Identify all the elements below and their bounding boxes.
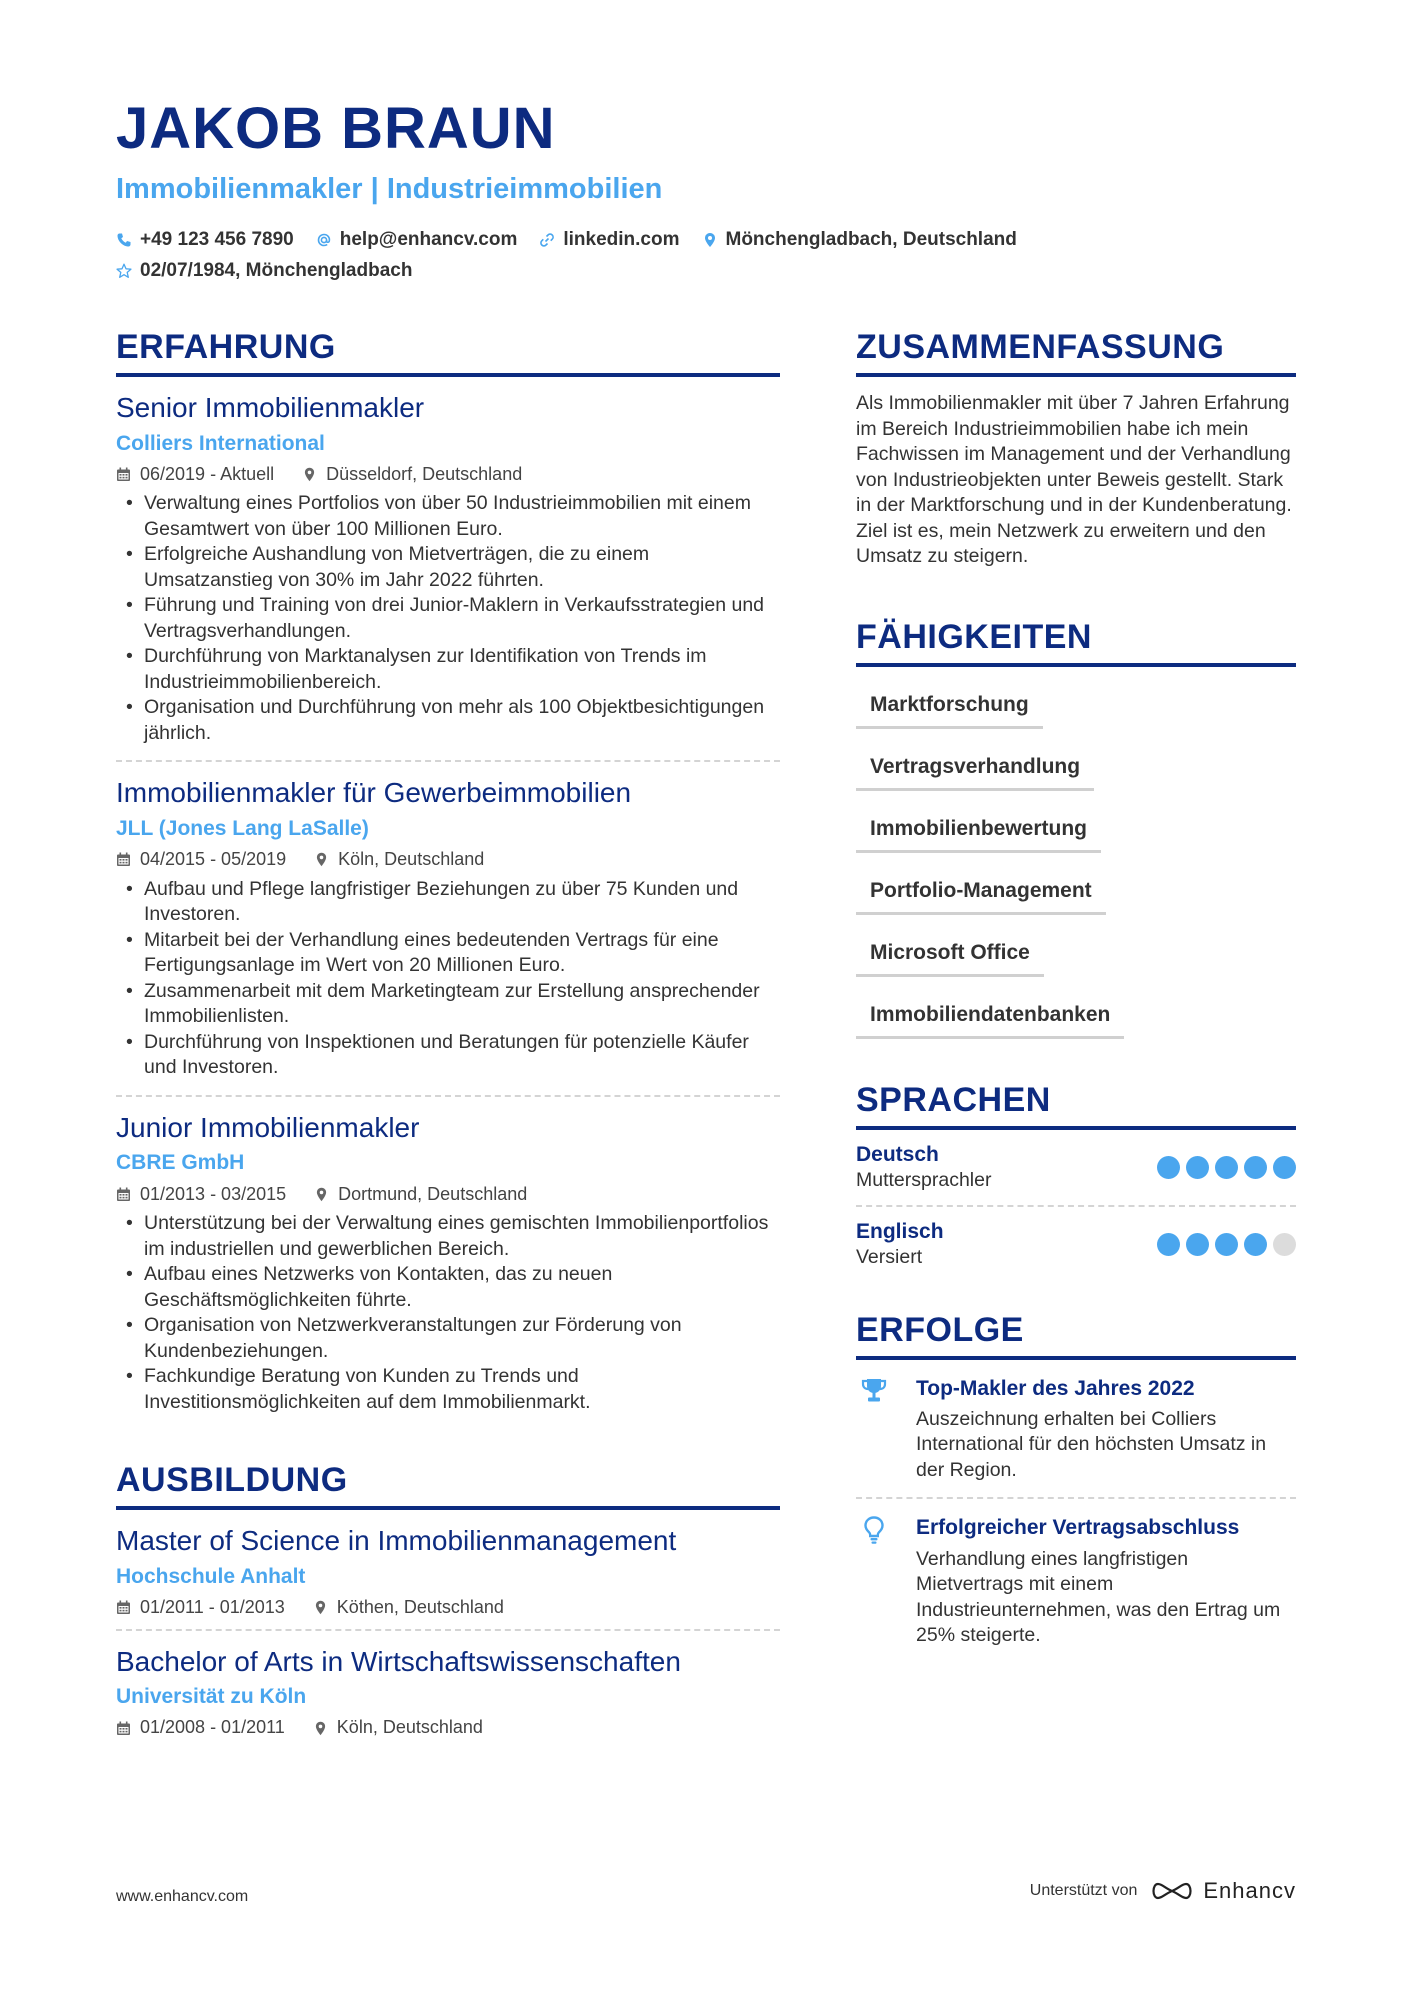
resume-subtitle: Immobilienmakler | Industrieimmobilien: [116, 173, 663, 205]
language-name: Deutsch: [856, 1142, 939, 1166]
bullet-item: • Durchführung von Inspektionen und Beratungen für potenzielle Käufer und Investoren.: [116, 1030, 780, 1081]
skill-tag: Portfolio-Management: [856, 869, 1106, 915]
education-location: [313, 1717, 483, 1739]
left-column: [116, 330, 780, 1753]
footer-powered-by: Unterstützt von: [1029, 1882, 1138, 1899]
contact-email-text: help@enhancv.com: [339, 229, 518, 250]
achievement-item: [856, 1499, 1296, 1662]
rating-dot-empty: [1273, 1233, 1296, 1256]
contact-linkedin[interactable]: [539, 229, 679, 251]
languages-section-title: SPRACHEN: [856, 1083, 1296, 1130]
bullet-item: • Verwaltung eines Portfolios von über 50 Industrieimmobilien mit einem Gesamtwert von über 100 Millionen Euro.: [116, 491, 780, 542]
skills-section-title: FÄHIGKEITEN: [856, 620, 1296, 667]
rating-dot-filled: [1215, 1156, 1238, 1179]
job-location-text: Düsseldorf, Deutschland: [326, 463, 523, 484]
rating-dot-filled: [1273, 1156, 1296, 1179]
enhancv-logo[interactable]: [1149, 1878, 1296, 1904]
language-name: Englisch: [856, 1220, 944, 1244]
education-degree: Bachelor of Arts in Wirtschaftswissenschaften: [116, 1645, 681, 1677]
at-icon: [316, 232, 332, 248]
job-meta: [116, 849, 780, 871]
calendar-icon: [116, 1600, 131, 1615]
contact-phone-text: +49 123 456 7890: [140, 229, 294, 250]
job-title: Junior Immobilienmakler: [116, 1111, 420, 1143]
bullet-item: • Organisation von Netzwerkveranstaltungen zur Förderung von Kundenbeziehungen.: [116, 1313, 780, 1364]
education-item: [116, 1524, 780, 1630]
job-dates: [116, 464, 274, 486]
education-dates: [116, 1717, 285, 1739]
contact-location: [702, 229, 1017, 251]
job-location-text: Köln, Deutschland: [338, 849, 485, 870]
achievement-title: Erfolgreicher Vertragsabschluss: [916, 1516, 1240, 1540]
achievements-list: [856, 1360, 1296, 1663]
education-meta: [116, 1597, 780, 1619]
contact-birth-text: 02/07/1984, Mönchengladbach: [140, 260, 413, 281]
experience-item: [116, 391, 780, 762]
bullet-item: • Unterstützung bei der Verwaltung eines gemischten Immobilienportfolios im industriellen und gewerblichen Bereich.: [116, 1211, 780, 1262]
job-location: [314, 1184, 527, 1206]
job-dates-text: 01/2013 - 03/2015: [140, 1183, 287, 1204]
education-location-text: Köln, Deutschland: [336, 1717, 483, 1738]
education-school: Universität zu Köln: [116, 1685, 307, 1709]
job-location-text: Dortmund, Deutschland: [338, 1183, 528, 1204]
achievements-section-title: ERFOLGE: [856, 1313, 1296, 1360]
bullet-item: • Aufbau und Pflege langfristiger Beziehungen zu über 75 Kunden und Investoren.: [116, 877, 780, 928]
achievement-title: Top-Makler des Jahres 2022: [916, 1376, 1195, 1400]
job-title: Senior Immobilienmakler: [116, 392, 425, 423]
achievement-text: Auszeichnung erhalten bei Colliers International für den höchsten Umsatz in der Region.: [916, 1407, 1267, 1481]
phone-icon: [116, 232, 132, 248]
language-level: Versiert: [856, 1246, 923, 1269]
education-location: [313, 1597, 504, 1619]
rating-dot-filled: [1186, 1233, 1209, 1256]
education-location-text: Köthen, Deutschland: [336, 1596, 504, 1617]
bullet-item: • Durchführung von Marktanalysen zur Identifikation von Trends im Industrieimmobilienbereich.: [116, 644, 780, 695]
rating-dot-filled: [1157, 1233, 1180, 1256]
lightbulb-icon: [856, 1515, 886, 1648]
job-company: JLL (Jones Lang LaSalle): [116, 816, 369, 840]
bullet-item: • Fachkundige Beratung von Kunden zu Trends und Investitionsmöglichkeiten auf dem Immobilienmarkt.: [116, 1364, 780, 1415]
job-company: Colliers International: [116, 431, 325, 455]
job-title: Immobilienmakler für Gewerbeimmobilien: [116, 777, 632, 809]
job-dates: [116, 849, 286, 871]
resume-name: JAKOB BRAUN: [116, 96, 556, 161]
language-level: Muttersprachler: [856, 1168, 992, 1191]
job-meta: [116, 464, 780, 486]
language-item: [856, 1130, 1296, 1208]
footer-brand-name: Enhancv: [1203, 1878, 1296, 1903]
job-bullets: [116, 491, 780, 746]
enhancv-logo-icon: [1149, 1878, 1195, 1904]
location-pin-icon: [314, 1187, 329, 1202]
location-pin-icon: [302, 467, 317, 482]
contact-location-text: Mönchengladbach, Deutschland: [725, 229, 1017, 250]
star-icon: [116, 263, 132, 279]
calendar-icon: [116, 467, 131, 482]
right-column: [856, 330, 1296, 1663]
link-icon: [539, 232, 555, 248]
skills-list: [856, 683, 1296, 1055]
education-dates: [116, 1597, 285, 1619]
bullet-item: • Mitarbeit bei der Verhandlung eines bedeutenden Vertrags für eine Fertigungsanlage im Wert von 20 Millionen Euro.: [116, 928, 780, 979]
calendar-icon: [116, 852, 131, 867]
location-pin-icon: [702, 232, 718, 248]
language-rating: [1151, 1156, 1296, 1179]
contact-row: [116, 229, 1039, 251]
education-dates-text: 01/2008 - 01/2011: [140, 1717, 285, 1738]
job-dates-text: 04/2015 - 05/2019: [140, 849, 287, 870]
rating-dot-filled: [1157, 1156, 1180, 1179]
location-pin-icon: [313, 1721, 328, 1736]
education-section-title: AUSBILDUNG: [116, 1463, 780, 1510]
calendar-icon: [116, 1721, 131, 1736]
education-school: Hochschule Anhalt: [116, 1564, 306, 1588]
language-rating: [1151, 1233, 1296, 1256]
skill-tag: Immobiliendatenbanken: [856, 993, 1124, 1039]
job-dates: [116, 1184, 286, 1206]
summary-text: Als Immobilienmakler mit über 7 Jahren Erfahrung im Bereich Industrieimmobilien habe ich mein Fachwissen im Management und der Verhandlung von Industrieobjekten unter Beweis gestellt. Stark in der Marktforschung und in der Kundenberatung. Ziel ist es, mein Netzwerk zu erweitern und den Umsatz zu steigern.: [856, 392, 1292, 567]
contact-linkedin-text: linkedin.com: [563, 229, 680, 250]
bullet-item: • Organisation und Durchführung von mehr als 100 Objektbesichtigungen jährlich.: [116, 695, 780, 746]
education-dates-text: 01/2011 - 01/2013: [140, 1596, 285, 1617]
bullet-item: • Zusammenarbeit mit dem Marketingteam zur Erstellung ansprechender Immobilienlisten.: [116, 979, 780, 1030]
education-degree: Master of Science in Immobilienmanagement: [116, 1525, 677, 1557]
languages-list: [856, 1130, 1296, 1283]
rating-dot-filled: [1244, 1233, 1267, 1256]
rating-dot-filled: [1244, 1156, 1267, 1179]
skill-tag: Marktforschung: [856, 683, 1043, 729]
job-bullets: [116, 877, 780, 1081]
experience-section-title: ERFAHRUNG: [116, 330, 780, 377]
language-item: [856, 1207, 1296, 1283]
contact-phone[interactable]: [116, 229, 294, 251]
bullet-item: • Führung und Training von drei Junior-Maklern in Verkaufsstrategien und Vertragsverhandlungen.: [116, 593, 780, 644]
skill-tag: Microsoft Office: [856, 931, 1044, 977]
contact-row-2: [116, 260, 434, 282]
calendar-icon: [116, 1187, 131, 1202]
bullet-item: • Aufbau eines Netzwerks von Kontakten, das zu neuen Geschäftsmöglichkeiten führte.: [116, 1262, 780, 1313]
job-company: CBRE GmbH: [116, 1151, 245, 1175]
job-meta: [116, 1184, 780, 1206]
bullet-item: • Erfolgreiche Aushandlung von Mietverträgen, die zu einem Umsatzanstieg von 30% im Jahr 2022 führten.: [116, 542, 780, 593]
contact-birth: [116, 260, 412, 282]
achievement-text: Verhandlung eines langfristigen Mietvertrags mit einem Industrieunternehmen, was den Ertrag um 25% steigerte.: [916, 1547, 1281, 1647]
footer-branding: [1030, 1878, 1296, 1904]
experience-item: [116, 776, 780, 1096]
contact-email[interactable]: [316, 229, 518, 251]
trophy-icon: [856, 1376, 886, 1484]
job-dates-text: 06/2019 - Aktuell: [140, 463, 275, 484]
location-pin-icon: [314, 852, 329, 867]
education-item: [116, 1645, 780, 1749]
job-bullets: [116, 1211, 780, 1415]
rating-dot-filled: [1215, 1233, 1238, 1256]
skill-tag: Immobilienbewertung: [856, 807, 1101, 853]
rating-dot-filled: [1186, 1156, 1209, 1179]
experience-item: [116, 1111, 780, 1415]
job-location: [302, 464, 522, 486]
summary-section-title: ZUSAMMENFASSUNG: [856, 330, 1296, 377]
skill-tag: Vertragsverhandlung: [856, 745, 1094, 791]
footer-website[interactable]: www.enhancv.com: [116, 1888, 249, 1905]
location-pin-icon: [313, 1600, 328, 1615]
education-meta: [116, 1717, 780, 1739]
job-location: [314, 849, 484, 871]
achievement-item: [856, 1360, 1296, 1500]
